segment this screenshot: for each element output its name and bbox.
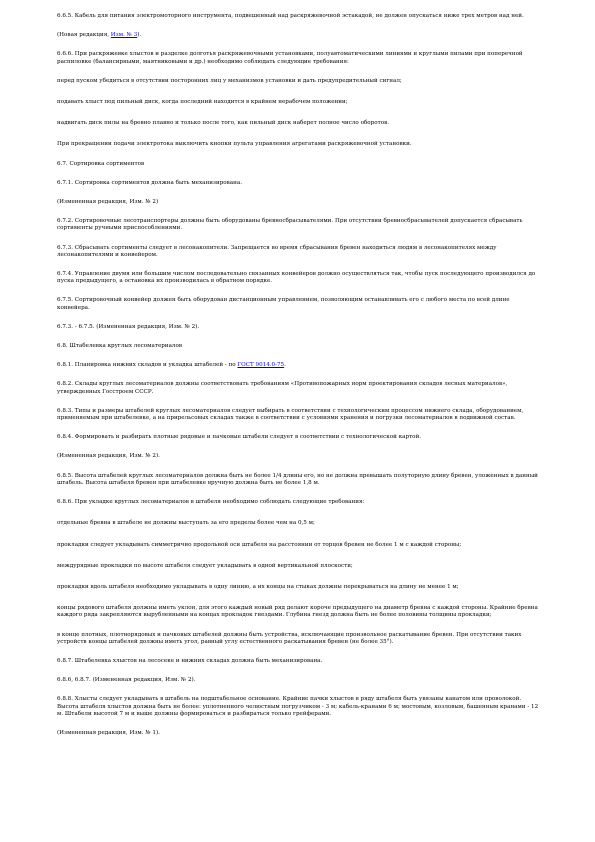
amendment-note: 6.7.3. - 6.7.5. (Измененная редакция, Изм. № 2). (57, 323, 200, 330)
amendment-link[interactable]: Изм. № 3 (110, 32, 138, 39)
amendment-note: (Измененная редакция, Изм. № 2) (57, 199, 159, 206)
paragraph: 6.7.2. Сортировочные лесотранспортеры должны быть оборудованы бревносбрасывателями. При отсутствии бревносбрасывателей допускается сбрасывать сортименты ручными приспособлениями. (57, 218, 523, 232)
paragraph: 6.7.4. Управление двумя или большим числом последовательно связанных конвейеров должно осуществляться так, чтобы пуск последующего производился до пуска предыдущего, а остановка их производилась в обратном порядке. (57, 271, 536, 285)
paragraph: 6.8.8. Хлысты следует укладывать в штабель на подштабельное основание. Крайние пачки хлыстов в ряду штабеля быть увязаны канатом или проволокой. Высота штабеля хлыстов должна быть не более: уплотненного челюстным погрузчиком - 3 м; кабель-кранами 6 м; мостовым, козловым, башенным кранами - 12 м. Штабели высотой 7 м и выше должны формироваться и разбираться только грейферами. (57, 696, 539, 717)
list-item: в конце плотных, плотнорядовых и пачковых штабелей должны быть устройства, исключающие произвольное раскатывание бревен. При отсутствии таких устройств концы штабелей должны иметь угол, равный углу естественного раскатывания бревен (не более 35°). (57, 631, 522, 645)
document-body (57, 13, 541, 749)
paragraph: 6.7.3. Сбрасывать сортименты следует в лесонакопители. Запрещается во время сбрасывания бревен находиться людям в лесонакопителях между лесонакопителями и конвейером. (57, 244, 497, 258)
paragraph: 6.8.4. Формировать и разбирать плотные рядовые и пачковые штабели следует в соответствии с технологической картой. (57, 434, 422, 441)
paragraph: 6.8.5. Высота штабелей круглых лесоматериалов должна быть не более 1/4 длины его, но не должна превышать полуторную длину бревен, уложенных в данный штабель. Высота штабеля бревен при штабелевке вручную должна быть не более 1,8 м. (57, 472, 538, 486)
list-item: концы рядового штабеля должны иметь уклон, для этого каждый новый ряд делают короче предыдущего на диаметр бревна с каждой стороны. Крайние бревна каждого ряда закрепляются вырубленными на концах прокладок гнездами. Глубина гнезд должна быть не более половины толщины прокладки; (57, 605, 538, 619)
standard-ref-suffix: . (284, 362, 286, 369)
amendment-prefix: (Новая редакция, (57, 32, 111, 39)
section-heading: 6.7. Сортировка сортиментов (57, 160, 145, 167)
paragraph: При прекращении подачи электротока выключить кнопки пульта управления агрегатами раскряжевочной установки. (57, 141, 412, 148)
paragraph: 6.7.5. Сортировочный конвейер должен быть оборудован дистанционным управлением, позволяющим останавливать его с любого места по всей длине конвейера. (57, 297, 510, 311)
standard-ref-prefix: 6.8.1. Планировка нижних складов и укладка штабелей - по (57, 362, 238, 369)
paragraph: 6.6.5. Кабель для питания электромоторного инструмента, подвешенный над раскряжевочной эстакадой, не должен опускаться ниже трех метров над ней. (57, 13, 524, 19)
list-item: междурядные прокладки по высоте штабеля следует укладывать в одной вертикальной плоскости; (57, 562, 353, 569)
list-item: отдельные бревна в штабеле не должны выступать за его пределы более чем на 0,5 м; (57, 520, 315, 527)
paragraph: 6.8.6. При укладке круглых лесоматериалов в штабеля необходимо соблюдать следующие требования: (57, 499, 365, 506)
amendment-note: (Измененная редакция, Изм. № 1). (57, 729, 160, 736)
amendment-suffix: ). (137, 32, 142, 39)
section-heading: 6.8. Штабелевка круглых лесоматериалов (57, 343, 182, 350)
list-item: перед пуском убедиться в отсутствии посторонних лиц у механизмов установки и дать предупредительный сигнал; (57, 77, 402, 84)
amendment-note: (Измененная редакция, Изм. № 2). (57, 453, 160, 460)
list-item: прокладки вдоль штабеля необходимо укладывать в одну линию, а их концы на стыках должны перекрываться на длину не менее 1 м; (57, 583, 459, 590)
list-item: прокладки следует укладывать симметрично продольной оси штабеля на расстоянии от торцов бревен не более 1 м с каждой стороны; (57, 541, 462, 548)
paragraph: 6.7.1. Сортировка сортиментов должна быть механизирована. (57, 179, 242, 186)
standard-link[interactable]: ГОСТ 9014.0-75 (237, 362, 285, 369)
paragraph (57, 362, 541, 369)
paragraph: 6.8.3. Типы и размеры штабелей круглых лесоматериалов следует выбирать в соответствии с технологическим процессом нижнего склада, оборудованием, применяемым при штабелевке, а на прирельсовых складах также в соответствии с условиями хранения и погрузки лесоматериалов в подвижной состав. (57, 407, 524, 422)
paragraph: 6.8.7. Штабелевка хлыстов на лесосеке и нижних складах должна быть механизирована. (57, 657, 323, 664)
list-item: надвигать диск пилы на бревно плавно и только после того, как пильный диск наберет полное число оборотов. (57, 120, 390, 127)
list-item: подавать хлыст под пильный диск, когда последний находится в крайнем нерабочем положении; (57, 99, 348, 106)
amendment-note (57, 32, 541, 39)
paragraph: 6.6.6. При раскряжевке хлыстов и разделке долготья раскряжевочными установками, полуавтоматическими линиями и круглыми пилами при поперечной распиловке (балансирными, маятниковыми и др.) необходимо соблюдать следующие требования: (57, 51, 523, 65)
amendment-note: 6.8.6, 6.8.7. (Измененная редакция, Изм. № 2). (57, 677, 196, 684)
paragraph: 6.8.2. Склады круглых лесоматериалов должны соответствовать требованиям «Противопожарных норм проектирования складов лесных материалов», утвержденных Госстроем СССР. (57, 381, 508, 395)
